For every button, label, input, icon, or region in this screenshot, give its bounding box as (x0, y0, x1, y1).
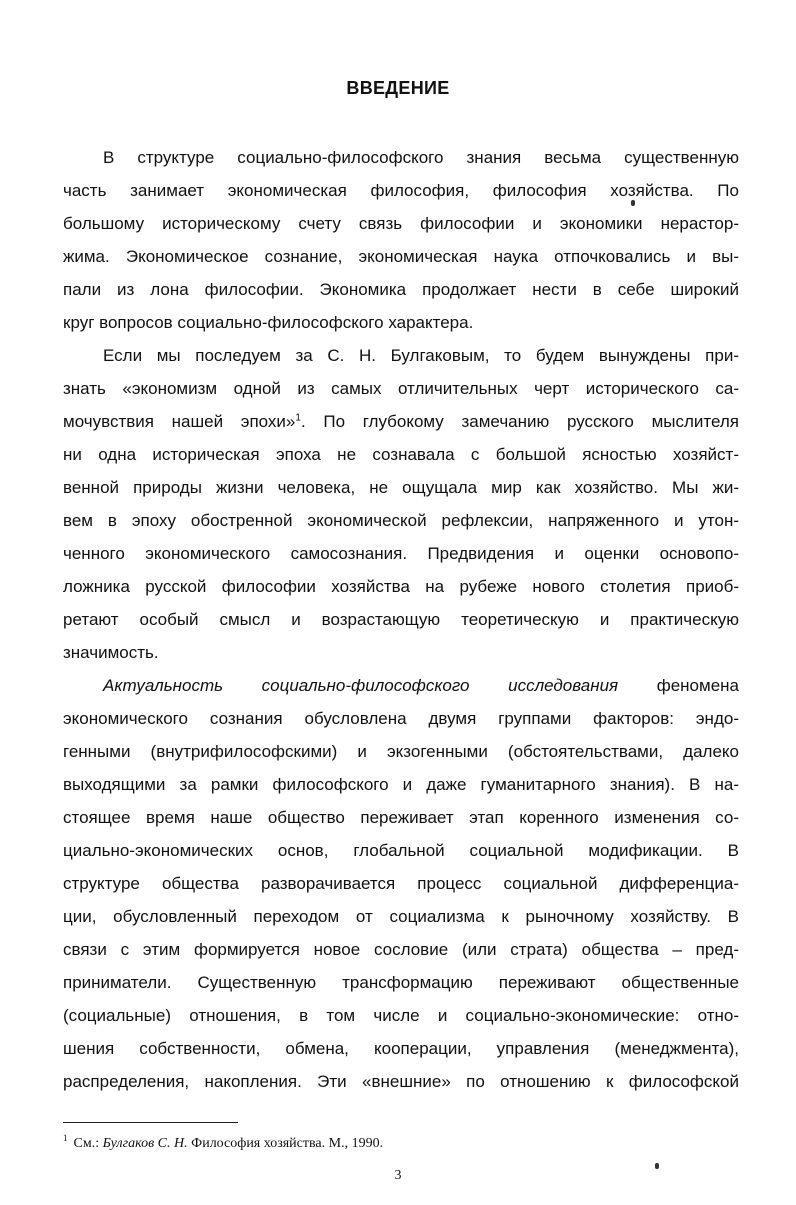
text-line: циально-экономических основ, глобальной социальной модификации. В (63, 841, 739, 860)
text-line: ни одна историческая эпоха не сознавала с большой ясностью хозяйст- (63, 445, 739, 464)
text-line: ченного экономического самосознания. Предвидения и оценки основопо- (63, 544, 739, 563)
footnote (63, 1133, 384, 1152)
text-line: выходящими за рамки философского и даже гуманитарного знания). В на- (63, 775, 739, 794)
text-line: значимость. (63, 643, 159, 662)
text-line: связи с этим формируется новое сословие (или страта) общества – пред- (63, 940, 739, 959)
italic-phrase: Актуальность социально-философского исследования (103, 676, 619, 695)
text-line: ретают особый смысл и возрастающую теоретическую и практическую (63, 610, 739, 629)
text-line: знать «экономизм одной из самых отличительных черт исторического са- (63, 379, 739, 398)
text-line: структуре общества разворачивается процесс социальной дифференциа- (63, 874, 739, 893)
text-line: шения собственности, обмена, кооперации, управления (менеджмента), (63, 1039, 739, 1058)
footnote-prefix: См.: (73, 1136, 100, 1151)
text-line: большому историческому счету связь философии и экономики нерастор- (63, 214, 739, 233)
text-line: жима. Экономическое сознание, экономическая наука отпочковались и вы- (63, 247, 739, 266)
text-line (103, 675, 739, 697)
text-line: экономического сознания обусловлена двумя группами факторов: эндо- (63, 709, 739, 728)
text-line: генными (внутрифилософскими) и экзогенными (обстоятельствами, далеко (63, 742, 739, 761)
text-fragment: . По глубокому замечанию русского мыслителя (300, 412, 739, 431)
text-line: часть занимает экономическая философия, философия хозяйства. По (63, 181, 739, 200)
text-line: ции, обусловленный переходом от социализма к рыночному хозяйству. В (63, 907, 739, 926)
text-line: ложника русской философии хозяйства на рубеже нового столетия приоб- (63, 577, 739, 596)
scan-speck (655, 1163, 659, 1169)
text-line: стоящее время наше общество переживает этап коренного изменения со- (63, 808, 739, 827)
text-line: В структуре социально-философского знания весьма существенную (103, 148, 739, 167)
text-fragment: феномена (656, 676, 739, 695)
text-line: (социальные) отношения, в том числе и социально-экономические: отно- (63, 1006, 739, 1025)
scan-speck (631, 200, 635, 206)
text-line: круг вопросов социально-философского характера. (63, 313, 474, 332)
text-line: пали из лона философии. Экономика продолжает нести в себе широкий (63, 280, 739, 299)
text-line: приниматели. Существенную трансформацию переживают общественные (63, 973, 739, 992)
text-line: Если мы последуем за С. Н. Булгаковым, то будем вынуждены при- (103, 346, 739, 365)
footnote-divider (63, 1122, 238, 1123)
text-line (63, 411, 739, 433)
footnote-text: Философия хозяйства. М., 1990. (191, 1136, 384, 1151)
footnote-author: Булгаков С. Н. (102, 1136, 188, 1151)
footnote-number: 1 (63, 1133, 68, 1144)
text-line: вем в эпоху обостренной экономической рефлексии, напряженного и утон- (63, 511, 739, 530)
text-line: распределения, накопления. Эти «внешние» по отношению к философской (63, 1072, 739, 1091)
text-line: венной природы жизни человека, не ощущала мир как хозяйство. Мы жи- (63, 478, 739, 497)
text-fragment: мочувствия нашей эпохи» (63, 412, 296, 431)
footnote-reference: 1 (295, 412, 301, 424)
page-title: ВВЕДЕНИЕ (346, 78, 450, 98)
page-number: 3 (394, 1168, 402, 1183)
